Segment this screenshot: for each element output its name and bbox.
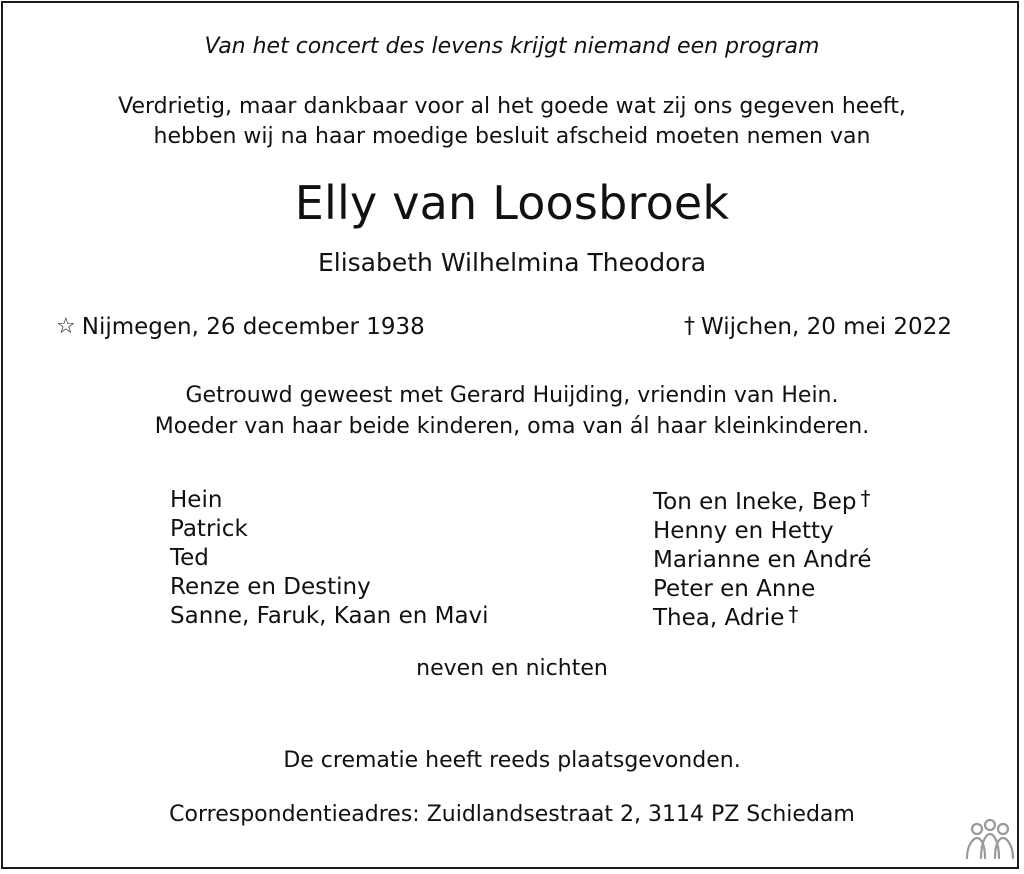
married-line-1: Getrouwd geweest met Gerard Huijding, vriendin van Hein. [185, 383, 839, 408]
married-line-2: Moeder van haar beide kinderen, oma van ál haar kleinkinderen. [154, 414, 870, 439]
people-group-icon [963, 818, 1017, 860]
intro-line-1: Verdrietig, maar dankbaar voor al het goede wat zij ons gegeven heeft, [118, 94, 906, 119]
family-member: Hein [170, 487, 223, 513]
motto: Van het concert des levens krijgt niemand een program [204, 34, 820, 59]
family-member: Sanne, Faruk, Kaan en Mavi [170, 603, 489, 629]
family-list-left [170, 486, 489, 631]
deceased-name: Elly van Loosbroek [294, 176, 730, 230]
death-info [684, 314, 952, 340]
intro-line-2: hebben wij na haar moedige besluit afscheid moeten nemen van [153, 124, 871, 149]
star-icon: ☆ [56, 314, 76, 339]
family-member [653, 604, 872, 633]
family-member: Ted [170, 545, 209, 571]
family-member-text: Peter en Anne [653, 576, 816, 602]
family-member-text: Marianne en André [653, 547, 872, 573]
nephews-text: neven en nichten [416, 656, 608, 681]
family-member-text: Henny en Hetty [653, 518, 834, 544]
family-member: Patrick [170, 516, 248, 542]
dagger-icon: † [788, 602, 799, 626]
correspondence-address: Correspondentieadres: Zuidlandsestraat 2, 3114 PZ Schiedam [169, 802, 855, 827]
death-text: Wijchen, 20 mei 2022 [701, 314, 952, 340]
intro-text [0, 92, 1024, 152]
family-list-right [653, 488, 872, 633]
cremation-notice: De crematie heeft reeds plaatsgevonden. [283, 748, 741, 773]
family-member [653, 517, 872, 546]
family-member [653, 488, 872, 517]
family-member-text: Thea, Adrie [653, 605, 785, 631]
birth-info [56, 314, 425, 340]
family-member [653, 546, 872, 575]
dagger-icon: † [684, 314, 695, 339]
family-member [653, 575, 872, 604]
family-member-text: Ton en Ineke, Bep [653, 489, 857, 515]
family-member: Renze en Destiny [170, 574, 371, 600]
deceased-full-name: Elisabeth Wilhelmina Theodora [317, 248, 707, 277]
dagger-icon: † [860, 486, 871, 510]
birth-text: Nijmegen, 26 december 1938 [81, 314, 425, 340]
relationship-text [0, 380, 1024, 442]
